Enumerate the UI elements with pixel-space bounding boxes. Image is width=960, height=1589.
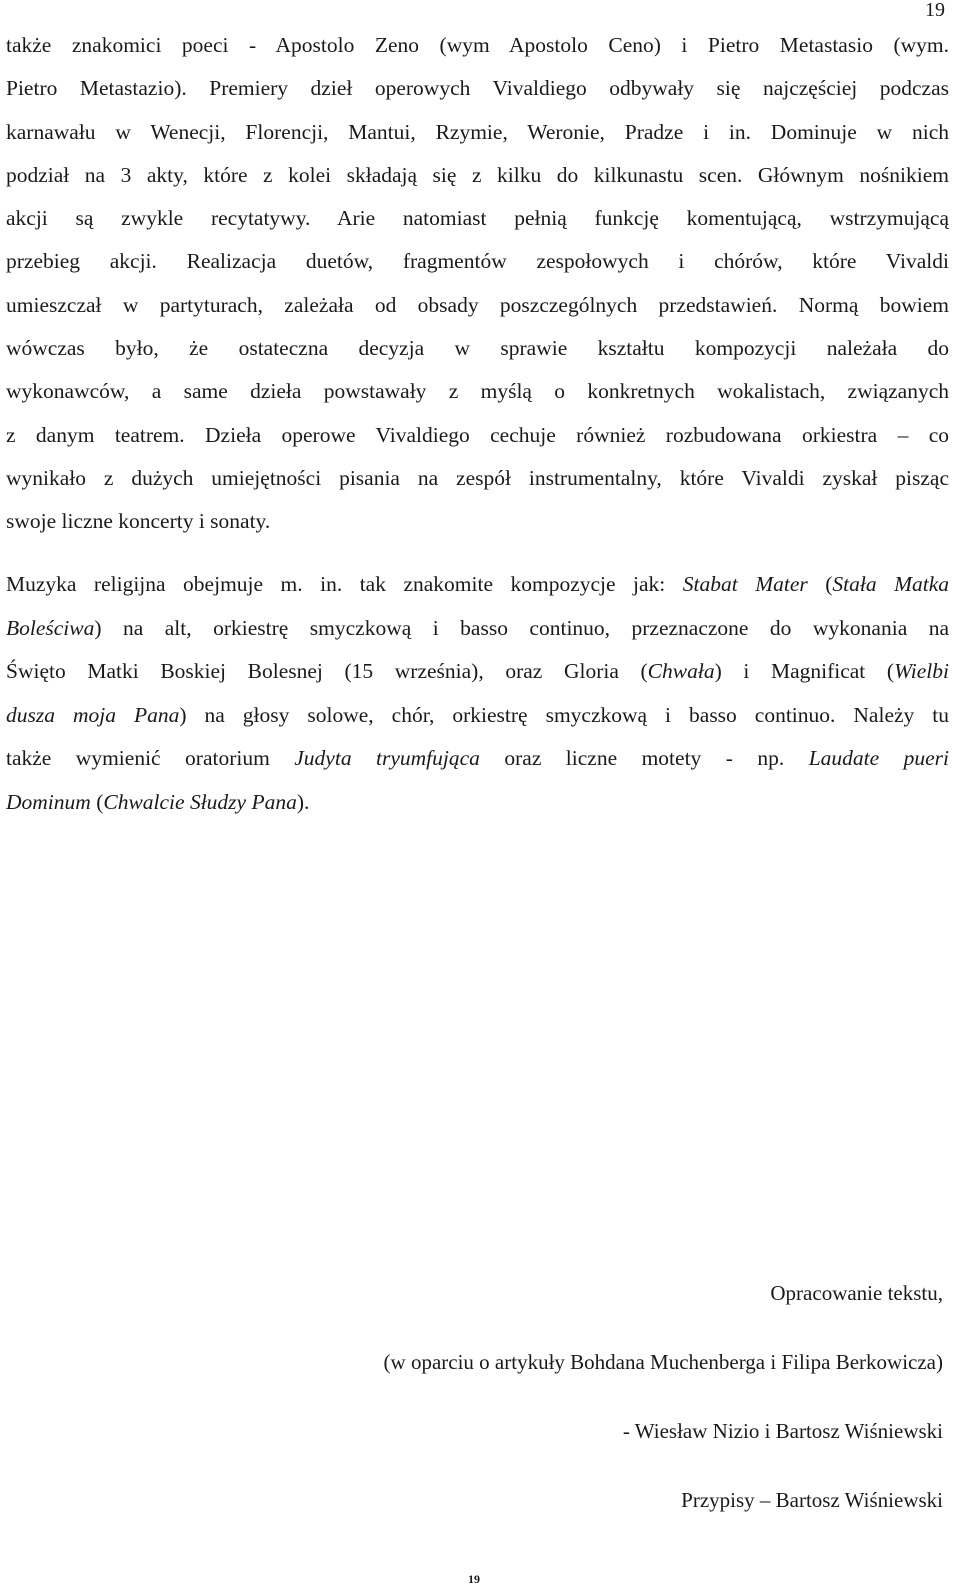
text-line: [6, 650, 949, 694]
italic-title: Stabat Mater: [682, 572, 808, 596]
italic-title: dusza moja Pana: [6, 702, 180, 727]
text-line: wykonawców, a same dzieła powstawały z myślą o konkretnych wokalistach, związanych: [6, 379, 949, 404]
text-segment: ) na głosy solowe, chór, orkiestrę smyczkową i basso continuo. Należy tu: [179, 702, 949, 727]
text-line: z danym teatrem. Dzieła operowe Vivaldiego cechuje również rozbudowana orkiestra – co: [6, 422, 949, 447]
text-segment: Święto Matki Boskiej Bolesnej (15 września), oraz Gloria (: [6, 659, 648, 684]
credits-footnotes: Przypisy – Bartosz Wiśniewski: [681, 1488, 943, 1512]
text-line: [6, 737, 949, 781]
credits-heading: Opracowanie tekstu,: [770, 1281, 943, 1305]
credits-block: [384, 1281, 943, 1557]
paragraph-religious-music: [6, 563, 949, 825]
credits-authors: - Wiesław Nizio i Bartosz Wiśniewski: [622, 1419, 943, 1443]
text-segment: Muzyka religijna obejmuje m. in. tak znakomite kompozycje jak:: [6, 572, 683, 596]
text-line: wynikało z dużych umiejętności pisania na zespół instrumentalny, które Vivaldi zyskał pisząc: [6, 465, 949, 490]
text-line: także znakomici poeci - Apostolo Zeno (wym Apostolo Ceno) i Pietro Metastasio (wym.: [6, 33, 949, 57]
text-segment: ) i Magnificat (: [714, 659, 895, 684]
text-line: podział na 3 akty, które z kolei składają się z kilku do kilkunastu scen. Głównym nośnikiem: [6, 162, 949, 187]
text-line: akcji są zwykle recytatywy. Arie natomiast pełnią funkcję komentującą, wstrzymującą: [6, 206, 949, 231]
credits-sources: (w oparciu o artykuły Bohdana Muchenberga i Filipa Berkowicza): [383, 1350, 943, 1374]
italic-title: Stała Matka: [832, 572, 950, 596]
text-line: [6, 563, 949, 607]
text-line: [6, 781, 949, 825]
text-line: Pietro Metastazio). Premiery dzieł operowych Vivaldiego odbywały się najczęściej podczas: [6, 76, 949, 101]
text-line: karnawału w Wenecji, Florencji, Mantui, Rzymie, Weronie, Pradze i in. Dominuje w nich: [6, 119, 949, 144]
text-line: [6, 607, 949, 651]
italic-title: Wielbi: [894, 659, 949, 684]
italic-title: Chwała: [647, 659, 715, 684]
italic-title: Laudate pueri: [808, 746, 949, 771]
italic-title: Chwalcie Słudzy Pana: [103, 789, 297, 814]
text-segment: oraz liczne motety - np.: [479, 746, 809, 771]
italic-title: Dominum: [6, 789, 91, 814]
page-number-bottom: 19: [468, 1572, 480, 1586]
text-line: [6, 694, 949, 738]
italic-title: Judyta tryumfująca: [294, 746, 480, 771]
italic-title: Boleściwa: [6, 615, 95, 640]
text-line: przebieg akcji. Realizacja duetów, fragmentów zespołowych i chórów, które Vivaldi: [6, 249, 949, 274]
paragraph-opera: [6, 24, 949, 544]
text-segment: także wymienić oratorium: [6, 746, 295, 771]
page-number-top: 19: [925, 0, 945, 21]
text-segment: ) na alt, orkiestrę smyczkową i basso continuo, przeznaczone do wykonania na: [94, 615, 949, 640]
text-segment: ).: [296, 789, 310, 814]
text-segment: (: [90, 789, 104, 814]
text-line: swoje liczne koncerty i sonaty.: [6, 509, 271, 534]
text-segment: (: [807, 572, 833, 596]
text-line: wówczas było, że ostateczna decyzja w sprawie kształtu kompozycji należała do: [6, 336, 949, 361]
text-line: umieszczał w partyturach, zależała od obsady poszczególnych przedstawień. Normą bowiem: [6, 292, 949, 317]
